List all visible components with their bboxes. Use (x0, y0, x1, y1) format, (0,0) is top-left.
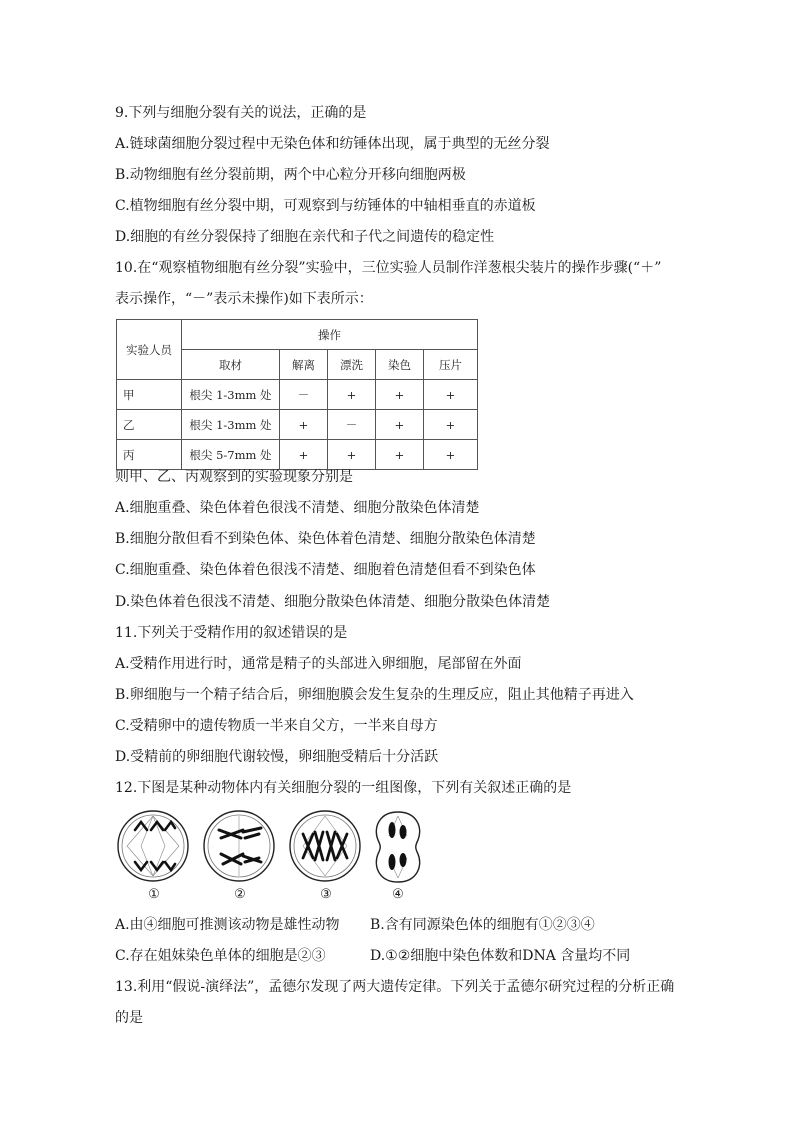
q10-question: 则甲、乙、丙观察到的实验现象分别是 (115, 469, 353, 485)
table-cell: + (376, 410, 424, 440)
q13-stem-line1: 13.利用“假说-演绎法”，孟德尔发现了两大遗传定律。下列关于孟德尔研究过程的分析正确 (115, 979, 675, 995)
column-header: 解离 (280, 350, 328, 380)
cell-diagram-3 (287, 808, 365, 886)
table-cell: + (424, 380, 478, 410)
table-cell: － (328, 410, 376, 440)
table-cell: 根尖 5-7mm 处 (182, 440, 280, 470)
table-cell: + (280, 410, 328, 440)
figure-1 (115, 808, 193, 906)
header-person: 实验人员 (117, 320, 182, 380)
q9-option-b: B.动物细胞有丝分裂前期，两个中心粒分开移向细胞两极 (115, 167, 466, 183)
q10-option-b: B.细胞分散但看不到染色体、染色体着色清楚、细胞分散染色体清楚 (115, 531, 536, 547)
q11-option-b: B.卵细胞与一个精子结合后，卵细胞膜会发生复杂的生理反应，阻止其他精子再进入 (115, 687, 634, 703)
figure-label: ① (148, 887, 160, 902)
figure-label: ③ (320, 887, 332, 902)
cell-diagram-4 (365, 808, 431, 886)
cell-division-figures (115, 808, 435, 906)
table-cell: 根尖 1-3mm 处 (182, 410, 280, 440)
figure-label: ④ (392, 887, 404, 902)
table-row (117, 410, 478, 440)
column-header: 漂洗 (328, 350, 376, 380)
table-cell: + (424, 440, 478, 470)
row-person: 丙 (117, 440, 182, 470)
table-row (117, 380, 478, 410)
q12-option-b: B.含有同源染色体的细胞有①②③④ (370, 917, 595, 933)
q10-stem-line1: 10.在“观察植物细胞有丝分裂”实验中，三位实验人员制作洋葱根尖装片的操作步骤(“＋” (115, 260, 662, 276)
q12-option-a: A.由④细胞可推测该动物是雄性动物 (115, 917, 340, 933)
q12-stem: 12.下图是某种动物体内有关细胞分裂的一组图像，下列有关叙述正确的是 (115, 780, 572, 796)
q10-stem-line2: 表示操作，“－”表示未操作)如下表所示： (115, 291, 373, 307)
table-cell: + (328, 380, 376, 410)
cell-diagram-2 (201, 808, 279, 886)
q9-option-d: D.细胞的有丝分裂保持了细胞在亲代和子代之间遗传的稳定性 (115, 229, 495, 245)
table-cell: + (328, 440, 376, 470)
q9-stem: 9.下列与细胞分裂有关的说法，正确的是 (115, 105, 367, 121)
column-header: 染色 (376, 350, 424, 380)
q11-stem: 11.下列关于受精作用的叙述错误的是 (115, 625, 348, 641)
q11-option-d: D.受精前的卵细胞代谢较慢，卵细胞受精后十分活跃 (115, 749, 439, 765)
table-cell: + (376, 440, 424, 470)
figure-2 (201, 808, 279, 906)
q9-option-c: C.植物细胞有丝分裂中期，可观察到与纺锤体的中轴相垂直的赤道板 (115, 198, 536, 214)
table-cell: 根尖 1-3mm 处 (182, 380, 280, 410)
header-operations: 操作 (182, 320, 478, 350)
table-cell: + (424, 410, 478, 440)
q12-option-c: C.存在姐妹染色单体的细胞是②③ (115, 948, 326, 964)
figure-label: ② (234, 887, 246, 902)
column-header: 取材 (182, 350, 280, 380)
q10-option-d: D.染色体着色很浅不清楚、细胞分散染色体清楚、细胞分散染色体清楚 (115, 594, 551, 610)
row-person: 乙 (117, 410, 182, 440)
q13-stem-line2: 的是 (115, 1010, 143, 1026)
table-cell: － (280, 380, 328, 410)
q9-option-a: A.链球菌细胞分裂过程中无染色体和纺锤体出现，属于典型的无丝分裂 (115, 136, 550, 152)
table-row (117, 440, 478, 470)
q10-option-c: C.细胞重叠、染色体着色很浅不清楚、细胞着色清楚但看不到染色体 (115, 562, 536, 578)
q12-option-d: D.①②细胞中染色体数和DNA 含量均不同 (370, 948, 631, 964)
operations-table (116, 319, 478, 470)
cell-diagram-1 (115, 808, 193, 886)
figure-3 (287, 808, 365, 906)
table-cell: + (376, 380, 424, 410)
q11-option-c: C.受精卵中的遗传物质一半来自父方，一半来自母方 (115, 718, 438, 734)
table-cell: + (280, 440, 328, 470)
q11-option-a: A.受精作用进行时，通常是精子的头部进入卵细胞，尾部留在外面 (115, 656, 522, 672)
row-person: 甲 (117, 380, 182, 410)
q10-option-a: A.细胞重叠、染色体着色很浅不清楚、细胞分散染色体清楚 (115, 500, 480, 516)
figure-4 (365, 808, 431, 906)
column-header: 压片 (424, 350, 478, 380)
